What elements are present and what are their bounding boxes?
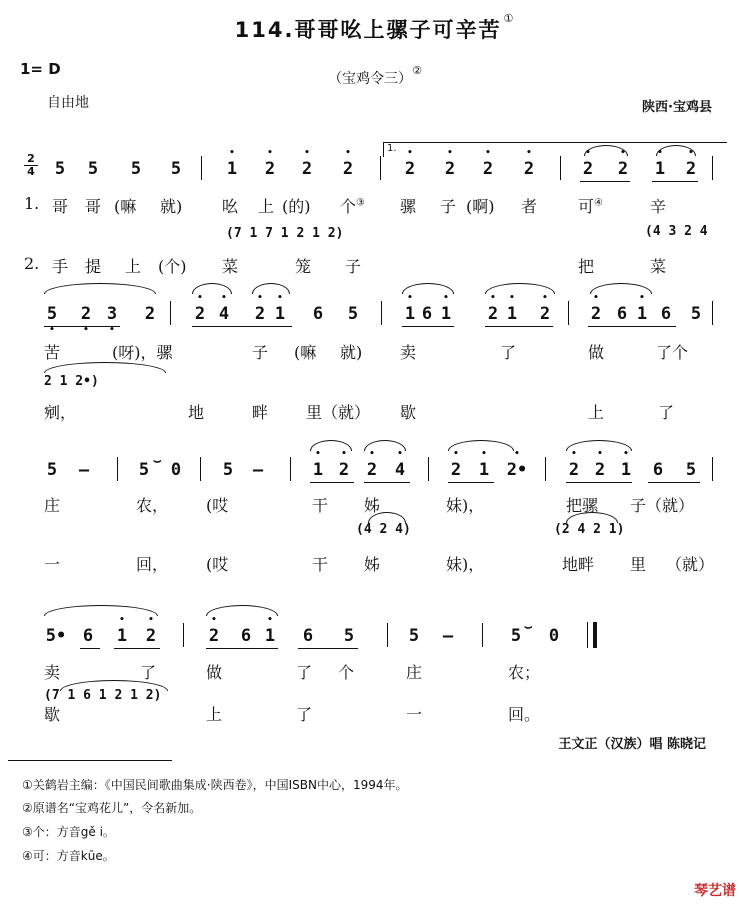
ornament-notes: (2 4 2 1) xyxy=(554,522,625,537)
underline xyxy=(485,326,553,327)
lyric: 农， xyxy=(136,496,169,515)
note: • 2 xyxy=(402,159,418,179)
slur xyxy=(44,283,156,294)
note: • 2 xyxy=(192,304,208,324)
note: 2 xyxy=(144,304,156,324)
note: 6 xyxy=(660,304,672,324)
underline xyxy=(310,482,354,483)
note: 5 xyxy=(87,159,99,179)
barline xyxy=(428,457,429,481)
ornament-notes: 2 1 2•) xyxy=(44,374,99,389)
lyric: 苦 xyxy=(44,343,61,362)
note: • 2 xyxy=(364,460,380,480)
note: • 2 xyxy=(340,159,356,179)
footnote: ①关鹤岩主编：《中国民间歌曲集成·陕西卷》，中国ISBN中心，1994年。 xyxy=(22,778,408,792)
lyric: 个③ xyxy=(340,197,365,216)
lyric: 骡 xyxy=(400,197,417,216)
lyric: 里 xyxy=(630,555,647,574)
note: 3 • xyxy=(104,304,120,324)
note: 5 xyxy=(222,460,234,480)
note: • 1 xyxy=(402,304,418,324)
note: 6 xyxy=(312,304,324,324)
final-barline xyxy=(587,622,597,648)
lyric: 一 xyxy=(44,555,61,574)
barline xyxy=(380,156,381,180)
lyric: 吆 xyxy=(222,197,239,216)
note: 6 xyxy=(616,304,628,324)
note: — xyxy=(442,626,454,646)
ornament-notes: (4 3 2 4 xyxy=(645,224,708,239)
lyric: 子 xyxy=(345,257,362,276)
note: 0 xyxy=(548,626,560,646)
lyric: 了个 xyxy=(656,343,689,362)
lyric: 剜， xyxy=(44,403,77,422)
barline xyxy=(117,457,118,481)
note: • 2 xyxy=(521,159,537,179)
lyric: 者 xyxy=(521,197,538,216)
note: 5 xyxy=(510,626,522,646)
lyric: 干 xyxy=(312,555,329,574)
note: 5 xyxy=(170,159,182,179)
lyric: (呀)，骡 xyxy=(112,343,173,362)
note: • 1 xyxy=(310,460,326,480)
note: • 2 xyxy=(566,460,582,480)
note: • 1 xyxy=(618,460,634,480)
footnote: ③个：方音gě i。 xyxy=(22,825,115,839)
key-signature: 1= D xyxy=(20,60,61,78)
lyric: 了 xyxy=(296,705,313,724)
lyric: (哎 xyxy=(206,555,229,574)
barline xyxy=(170,301,171,325)
note: • 2 xyxy=(592,460,608,480)
underline xyxy=(580,181,630,182)
underline xyxy=(364,482,410,483)
lyric: (嘛 xyxy=(114,197,137,216)
breath-mark: ⌣ xyxy=(153,454,162,469)
note: • 2 xyxy=(588,304,604,324)
note: • 1 xyxy=(504,304,520,324)
time-signature: 2 4 xyxy=(24,154,38,177)
performer-credit: 王文正（汉族）唱 陈晓记 xyxy=(558,737,706,752)
lyric: 个 xyxy=(338,663,355,682)
underline xyxy=(652,181,698,182)
lyric: 上 xyxy=(258,197,275,216)
lyric: 歇 xyxy=(44,705,61,724)
lyric: 了 xyxy=(140,663,157,682)
lyric: 菜 xyxy=(222,257,239,276)
note: 5 xyxy=(343,626,355,646)
slur xyxy=(44,605,158,616)
barline xyxy=(387,623,388,647)
note: 5 • xyxy=(44,304,60,324)
note: • 2• xyxy=(505,460,529,480)
lyric: (个) xyxy=(158,257,187,276)
lyric: 就) xyxy=(340,343,363,362)
ornament-notes: (7 1 7 1 2 1 2) xyxy=(226,226,344,241)
underline xyxy=(80,648,100,649)
underline xyxy=(298,648,358,649)
underline xyxy=(588,326,676,327)
note: 6 xyxy=(652,460,664,480)
barline xyxy=(381,301,382,325)
lyric: (哎 xyxy=(206,496,229,515)
note: • 1 xyxy=(224,159,240,179)
lyric: 姊 xyxy=(364,496,381,515)
lyric: (嘛 xyxy=(294,343,317,362)
lyric: 庄 xyxy=(44,496,61,515)
lyric: 上 xyxy=(206,705,223,724)
underline xyxy=(44,326,120,327)
note: • 2 xyxy=(683,159,699,179)
tempo-marking: 自由地 xyxy=(47,95,89,111)
note: • 1 xyxy=(272,304,288,324)
lyric: 手 xyxy=(52,257,69,276)
underline xyxy=(648,482,700,483)
lyric: 了 xyxy=(658,403,675,422)
lyric: 子（就） xyxy=(630,496,695,515)
lyric: 畔 xyxy=(252,403,269,422)
lyric: 把骡 xyxy=(566,496,599,515)
note: • 4 xyxy=(216,304,232,324)
note: 5 xyxy=(54,159,66,179)
note: • 2 xyxy=(442,159,458,179)
note: • 2 xyxy=(615,159,631,179)
footnote: ②原谱名“宝鸡花儿”，令名新加。 xyxy=(22,801,202,815)
note: 6 xyxy=(82,626,94,646)
lyric: （就） xyxy=(666,555,715,574)
lyric: 地畔 xyxy=(562,555,595,574)
underline xyxy=(402,326,454,327)
lyric: 把 xyxy=(578,257,595,276)
barline xyxy=(201,156,202,180)
lyric: 做 xyxy=(206,663,223,682)
lyric: 姊 xyxy=(364,555,381,574)
lyric: 庄 xyxy=(406,663,423,682)
barline xyxy=(200,457,201,481)
barline xyxy=(712,156,713,180)
note: • 1 xyxy=(262,626,278,646)
note: 5• xyxy=(45,626,67,646)
lyric: 卖 xyxy=(400,343,417,362)
note: • 1 xyxy=(476,460,492,480)
note: • 1 xyxy=(652,159,668,179)
lyric: 哥 xyxy=(85,197,102,216)
lyric: (啊) xyxy=(466,197,495,216)
underline xyxy=(192,326,292,327)
note: • 4 xyxy=(392,460,408,480)
note: — xyxy=(78,460,90,480)
barline xyxy=(712,301,713,325)
lyric: 妹)， xyxy=(446,496,485,515)
lyric: 了 xyxy=(296,663,313,682)
note: 0 xyxy=(170,460,182,480)
barline xyxy=(568,301,569,325)
note: • 2 xyxy=(336,460,352,480)
note: • 2 xyxy=(262,159,278,179)
volta-bracket: 1. xyxy=(383,142,727,157)
lyric: 哥 xyxy=(52,197,69,216)
note: 6 xyxy=(421,304,433,324)
verse-number: 2. xyxy=(24,254,40,273)
note: 2 • xyxy=(78,304,94,324)
lyric: 辛 xyxy=(650,197,667,216)
underline xyxy=(448,482,494,483)
note: • 2 xyxy=(580,159,596,179)
barline xyxy=(545,457,546,481)
lyric: 干 xyxy=(312,496,329,515)
underline xyxy=(206,648,278,649)
note: • 2 xyxy=(537,304,553,324)
lyric: 做 xyxy=(588,343,605,362)
note: • 2 xyxy=(299,159,315,179)
note: 5 xyxy=(46,460,58,480)
lyric: 上 xyxy=(588,403,605,422)
note: 6 xyxy=(240,626,252,646)
lyric: 妹)， xyxy=(446,555,485,574)
lyric: (的) xyxy=(282,197,311,216)
barline xyxy=(712,457,713,481)
note: — xyxy=(252,460,264,480)
lyric: 了 xyxy=(500,343,517,362)
lyric: 地 xyxy=(188,403,205,422)
footnote: ④可：方音kūe。 xyxy=(22,849,115,863)
lyric: 子 xyxy=(252,343,269,362)
underline xyxy=(566,482,632,483)
ornament-notes: (4 2 4) xyxy=(356,522,411,537)
footnote-divider xyxy=(8,760,172,761)
lyric: 子 xyxy=(440,197,457,216)
note: • 2 xyxy=(480,159,496,179)
underline xyxy=(114,648,160,649)
region-label: 陕西·宝鸡县 xyxy=(642,100,712,115)
barline xyxy=(560,156,561,180)
note: 5 xyxy=(138,460,150,480)
note: • 1 xyxy=(634,304,650,324)
slur xyxy=(44,362,166,373)
barline xyxy=(482,623,483,647)
barline xyxy=(183,623,184,647)
note: 5 xyxy=(130,159,142,179)
note: • 2 xyxy=(448,460,464,480)
lyric: 歇 xyxy=(400,403,417,422)
lyric: 里（就） xyxy=(306,403,371,422)
lyric: 提 xyxy=(85,257,102,276)
watermark-logo: 琴艺谱 xyxy=(694,883,736,899)
note: • 2 xyxy=(143,626,159,646)
breath-mark: ⌣ xyxy=(524,620,533,635)
lyric: 上 xyxy=(125,257,142,276)
lyric: 可④ xyxy=(578,197,603,216)
note: 5 xyxy=(685,460,697,480)
lyric: 一 xyxy=(406,705,423,724)
lyric: 农； xyxy=(508,663,541,682)
song-subtitle: （宝鸡令三）② xyxy=(328,64,422,87)
lyric: 笼 xyxy=(295,257,312,276)
lyric: 菜 xyxy=(650,257,667,276)
note: • 2 xyxy=(206,626,222,646)
barline xyxy=(290,457,291,481)
note: • 2 xyxy=(252,304,268,324)
lyric: 就) xyxy=(160,197,183,216)
note: 5 xyxy=(408,626,420,646)
note: 5 xyxy=(347,304,359,324)
lyric: 卖 xyxy=(44,663,61,682)
note: • 2 xyxy=(485,304,501,324)
lyric: 回， xyxy=(136,555,169,574)
note: 6 xyxy=(302,626,314,646)
note: 5 xyxy=(690,304,702,324)
lyric: 回。 xyxy=(508,705,541,724)
note: • 1 xyxy=(114,626,130,646)
note: • 1 xyxy=(438,304,454,324)
ornament-notes: (7 1 6 1 2 1 2) xyxy=(44,688,162,703)
song-title: 114.哥哥吆上骡子可辛苦 ① xyxy=(234,12,516,42)
verse-number: 1. xyxy=(24,194,40,213)
